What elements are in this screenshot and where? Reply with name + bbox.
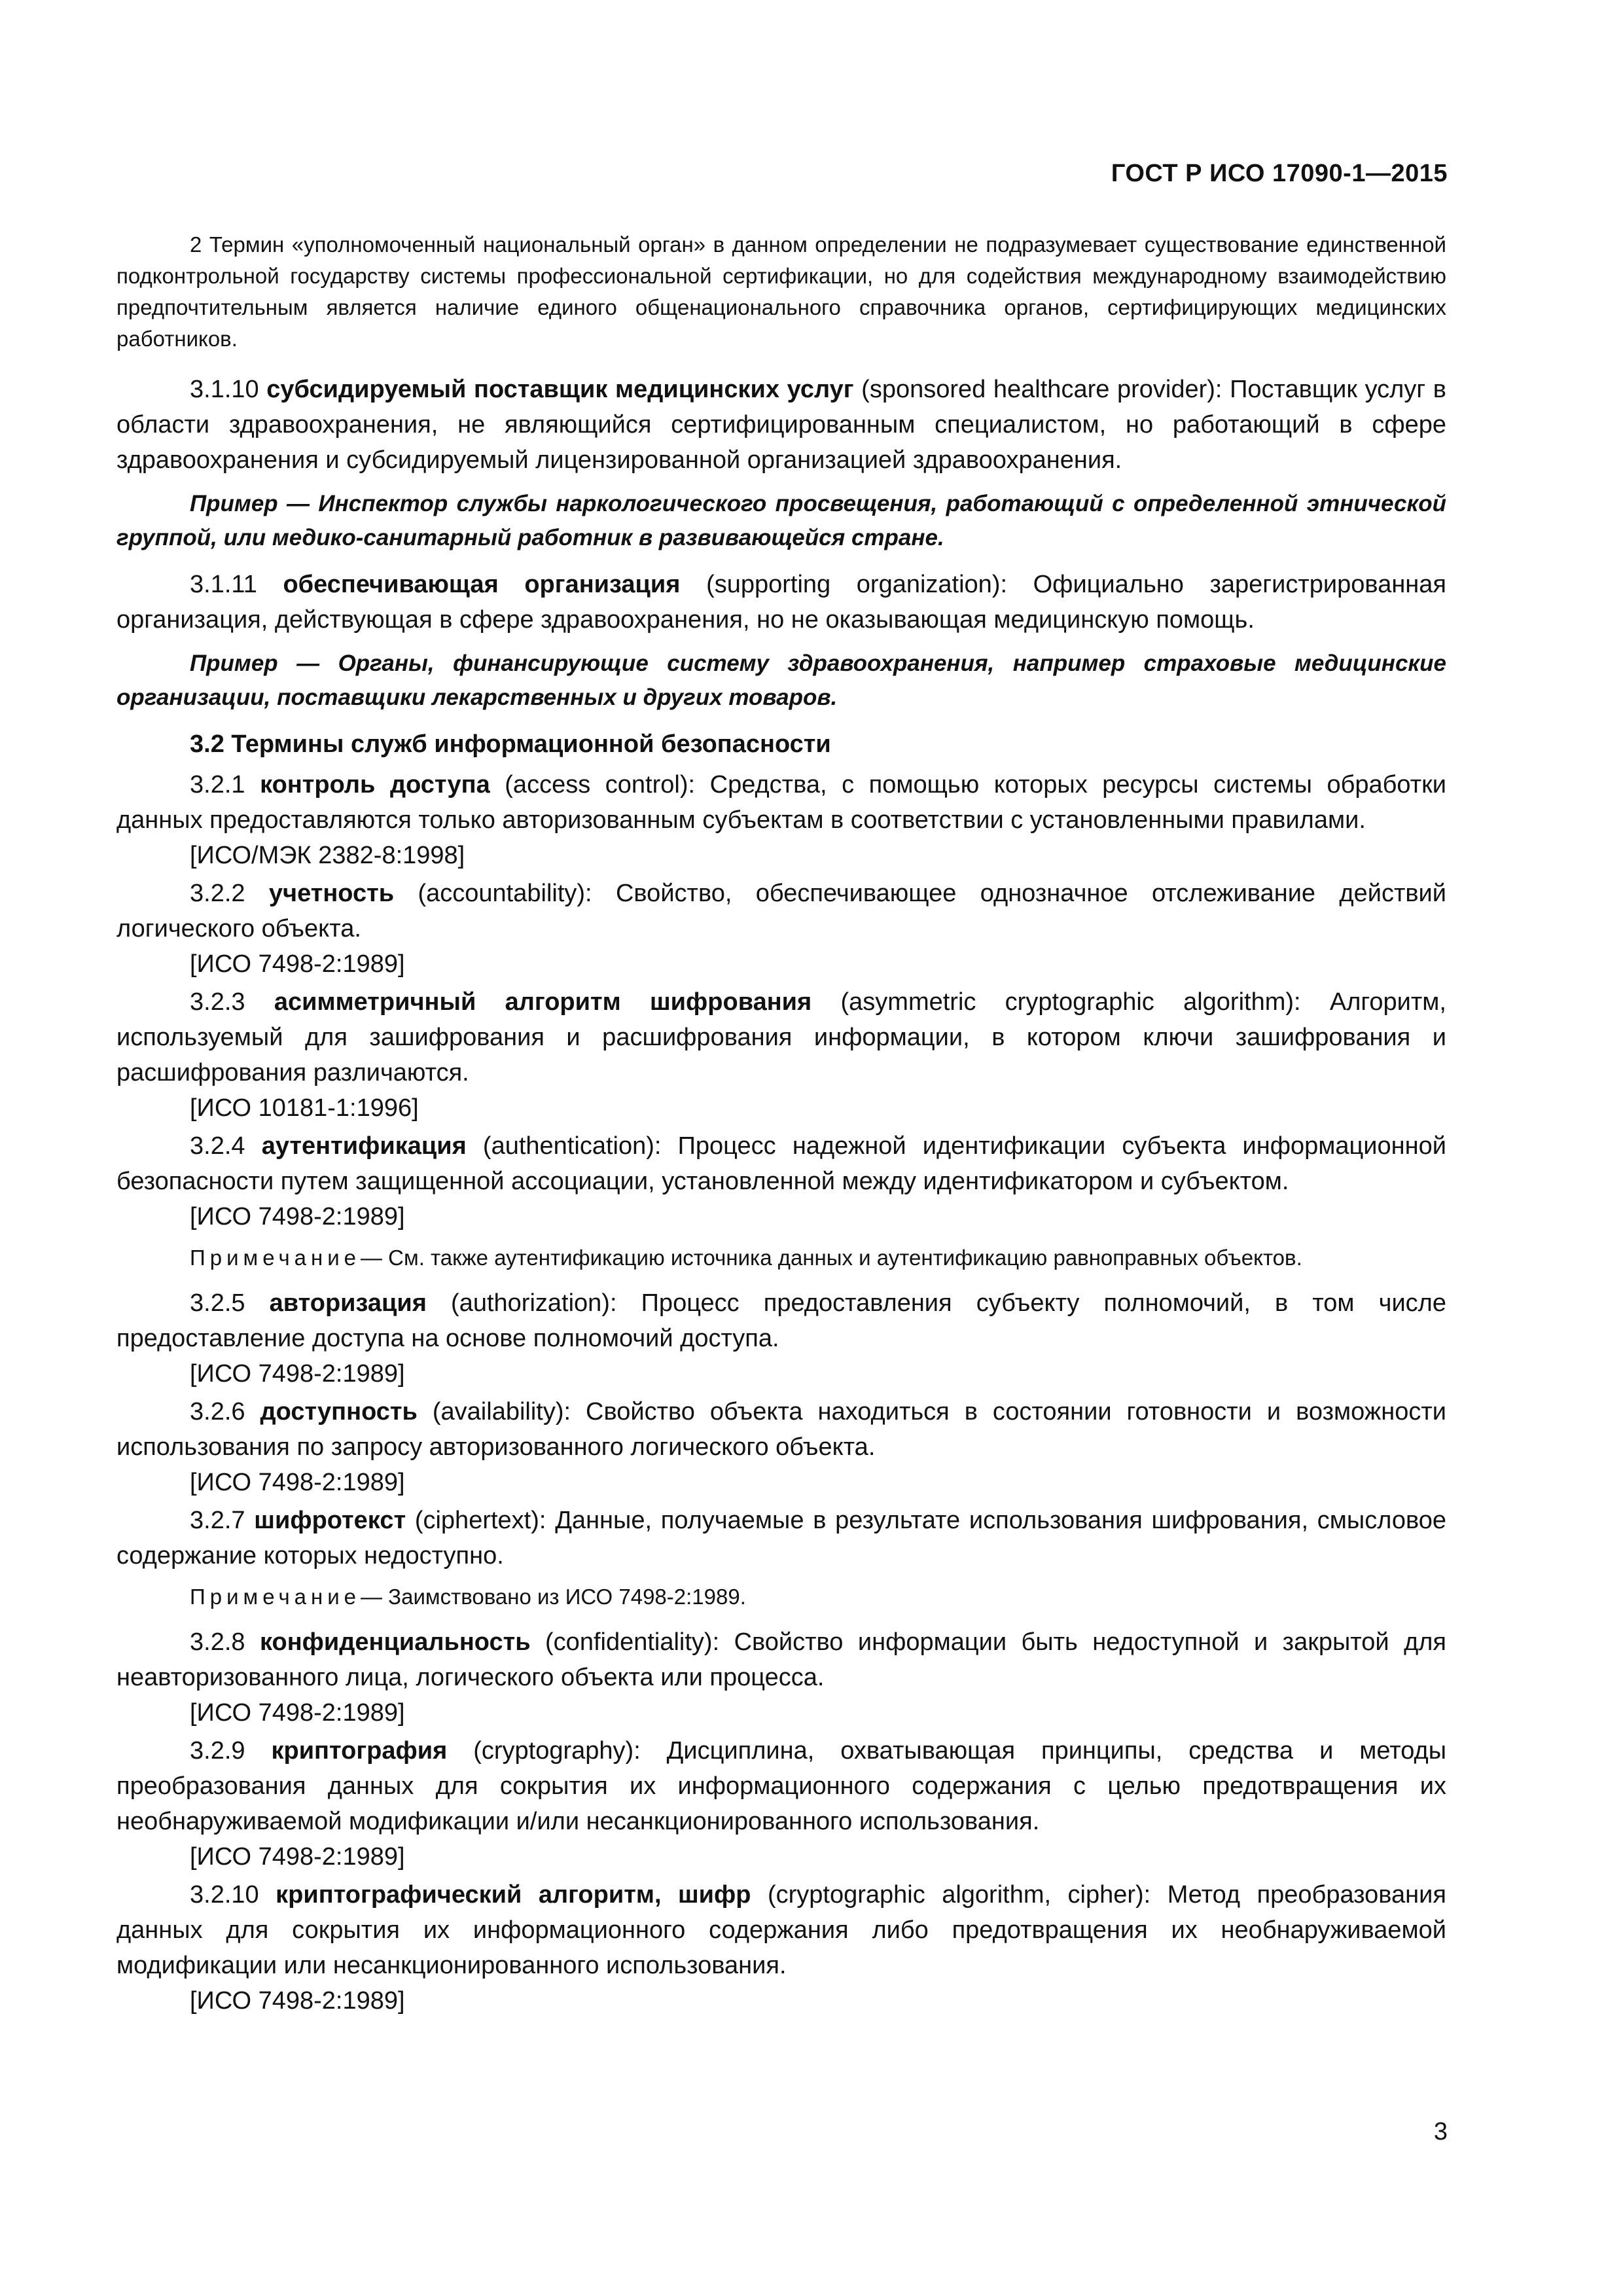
note-continuation: 2 Термин «уполномоченный национальный орган» в данном определении не подразумевает существование единственной подконтрольной государству системы профессиональной сертификации, но для содействия международному взаимодействию предпочтительным является наличие единого общенационального справочника органов, сертифицирующих медицинских работников.: [116, 232, 1446, 351]
term-number: 3.2.10: [190, 1881, 259, 1909]
term-reference: [ИСО 7498-2:1989]: [190, 1203, 405, 1230]
term-3-2-2: [116, 876, 1446, 946]
page-content: [116, 229, 1446, 2021]
term-3-2-7: [116, 1503, 1446, 1573]
term-reference: [ИСО 7498-2:1989]: [190, 950, 405, 978]
term-definition: (ciphertext): Данные, получаемые в результате использования шифрования, смысловое содержание которых недоступно.: [116, 1507, 1446, 1570]
term-3-1-11: [116, 567, 1446, 637]
note-text: — Заимствовано из ИСО 7498-2:1989.: [361, 1585, 746, 1609]
term-number: 3.1.11: [190, 571, 257, 598]
example-3-1-11: Пример — Органы, финансирующие систему здравоохранения, например страховые медицинские организации, поставщики лекарственных и других товаров.: [116, 651, 1446, 710]
term-definition: (asymmetric cryptographic algorithm): Алгоритм, используемый для зашифрования и расшифрования информации, в котором ключи зашифрования и расшифрования различаются.: [116, 988, 1446, 1086]
term-definition: (authentication): Процесс надежной идентификации субъекта информационной безопасности путем защищенной ассоциации, установленной между идентификатором и субъектом.: [116, 1132, 1446, 1195]
term-definition: (supporting organization): Официально зарегистрированная организация, действующая в сфере здравоохранения, но не оказывающая медицинскую помощь.: [116, 571, 1447, 634]
example-3-1-10: Пример — Инспектор службы наркологического просвещения, работающий с определенной этнической группой, или медико-санитарный работник в развивающейся стране.: [116, 491, 1446, 550]
term-number: 3.2.8: [190, 1628, 245, 1656]
note-3-2-4: [116, 1242, 1446, 1274]
term-reference: [ИСО 10181-1:1996]: [190, 1094, 419, 1122]
term-definition: (cryptographic algorithm, cipher): Метод преобразования данных для сокрытия их информационного содержания либо предотвращения их необнаруживаемой модификации или несанкционированного использования.: [116, 1881, 1446, 1979]
term-reference: [ИСО 7498-2:1989]: [190, 1987, 405, 2015]
term-definition: (availability): Свойство объекта находиться в состоянии готовности и возможности использования по запросу авторизованного логического объекта.: [116, 1398, 1446, 1461]
term-title: авторизация: [269, 1289, 427, 1317]
standard-code-header: ГОСТ Р ИСО 17090-1—2015: [1111, 160, 1448, 187]
term-number: 3.2.7: [190, 1507, 245, 1534]
term-3-2-9: [116, 1733, 1446, 1839]
section-heading-3-2: 3.2 Термины служб информационной безопасности: [190, 730, 831, 758]
term-definition: (access control): Средства, с помощью которых ресурсы системы обработки данных предоставляются только авторизованным субъектам в соответствии с установленными правилами.: [116, 771, 1446, 834]
term-title: обеспечивающая организация: [283, 571, 681, 598]
term-title: криптографический алгоритм, шифр: [276, 1881, 751, 1909]
note-label: Примечание: [190, 1585, 361, 1609]
term-number: 3.2.2: [190, 880, 245, 907]
term-3-1-10: [116, 372, 1446, 478]
term-title: шифротекст: [254, 1507, 406, 1534]
term-title: конфиденциальность: [259, 1628, 531, 1656]
term-number: 3.2.4: [190, 1132, 245, 1160]
note-text: — См. также аутентификацию источника данных и аутентификацию равноправных объектов.: [361, 1246, 1302, 1270]
term-title: аутентификация: [261, 1132, 467, 1160]
term-definition: (confidentiality): Свойство информации быть недоступной и закрытой для неавторизованного лица, логического объекта или процесса.: [116, 1628, 1446, 1691]
term-reference: [ИСО 7498-2:1989]: [190, 1843, 405, 1871]
term-definition: (accountability): Свойство, обеспечивающее однозначное отслеживание действий логического объекта.: [116, 880, 1446, 942]
term-reference: [ИСО 7498-2:1989]: [190, 1360, 405, 1388]
term-reference: [ИСО/МЭК 2382-8:1998]: [190, 842, 465, 869]
term-title: контроль доступа: [260, 771, 490, 798]
term-3-2-4: [116, 1128, 1446, 1199]
term-title: асимметричный алгоритм шифрования: [274, 988, 812, 1016]
term-number: 3.2.1: [190, 771, 245, 798]
term-definition: (sponsored healthcare provider): Поставщик услуг в области здравоохранения, не являющийся сертифицированным специалистом, но работающий в сфере здравоохранения и субсидируемый лицензированной организацией здравоохранения.: [116, 376, 1446, 474]
term-3-2-10: [116, 1877, 1446, 1983]
term-reference: [ИСО 7498-2:1989]: [190, 1699, 405, 1727]
term-definition: (cryptography): Дисциплина, охватывающая принципы, средства и методы преобразования данных для сокрытия их информационного содержания с целью предотвращения их необнаруживаемой модификации и/или несанкционированного использования.: [116, 1737, 1447, 1835]
term-3-2-1: [116, 767, 1446, 838]
page-number: 3: [1433, 2118, 1448, 2145]
term-number: 3.2.6: [190, 1398, 245, 1426]
term-number: 3.2.5: [190, 1289, 245, 1317]
term-title: криптография: [271, 1737, 448, 1765]
term-number: 3.2.9: [190, 1737, 245, 1765]
term-3-2-6: [116, 1394, 1446, 1465]
note-label: Примечание: [190, 1246, 361, 1270]
term-3-2-8: [116, 1624, 1446, 1695]
term-title: субсидируемый поставщик медицинских услуг: [266, 376, 854, 403]
term-definition: (authorization): Процесс предоставления субъекту полномочий, в том числе предоставление доступа на основе полномочий доступа.: [116, 1289, 1446, 1352]
term-number: 3.1.10: [190, 376, 259, 403]
term-3-2-3: [116, 984, 1446, 1090]
term-title: учетность: [268, 880, 395, 907]
term-number: 3.2.3: [190, 988, 245, 1016]
term-3-2-5: [116, 1285, 1446, 1356]
term-title: доступность: [260, 1398, 418, 1426]
note-3-2-7: [116, 1581, 1446, 1613]
term-reference: [ИСО 7498-2:1989]: [190, 1469, 405, 1496]
